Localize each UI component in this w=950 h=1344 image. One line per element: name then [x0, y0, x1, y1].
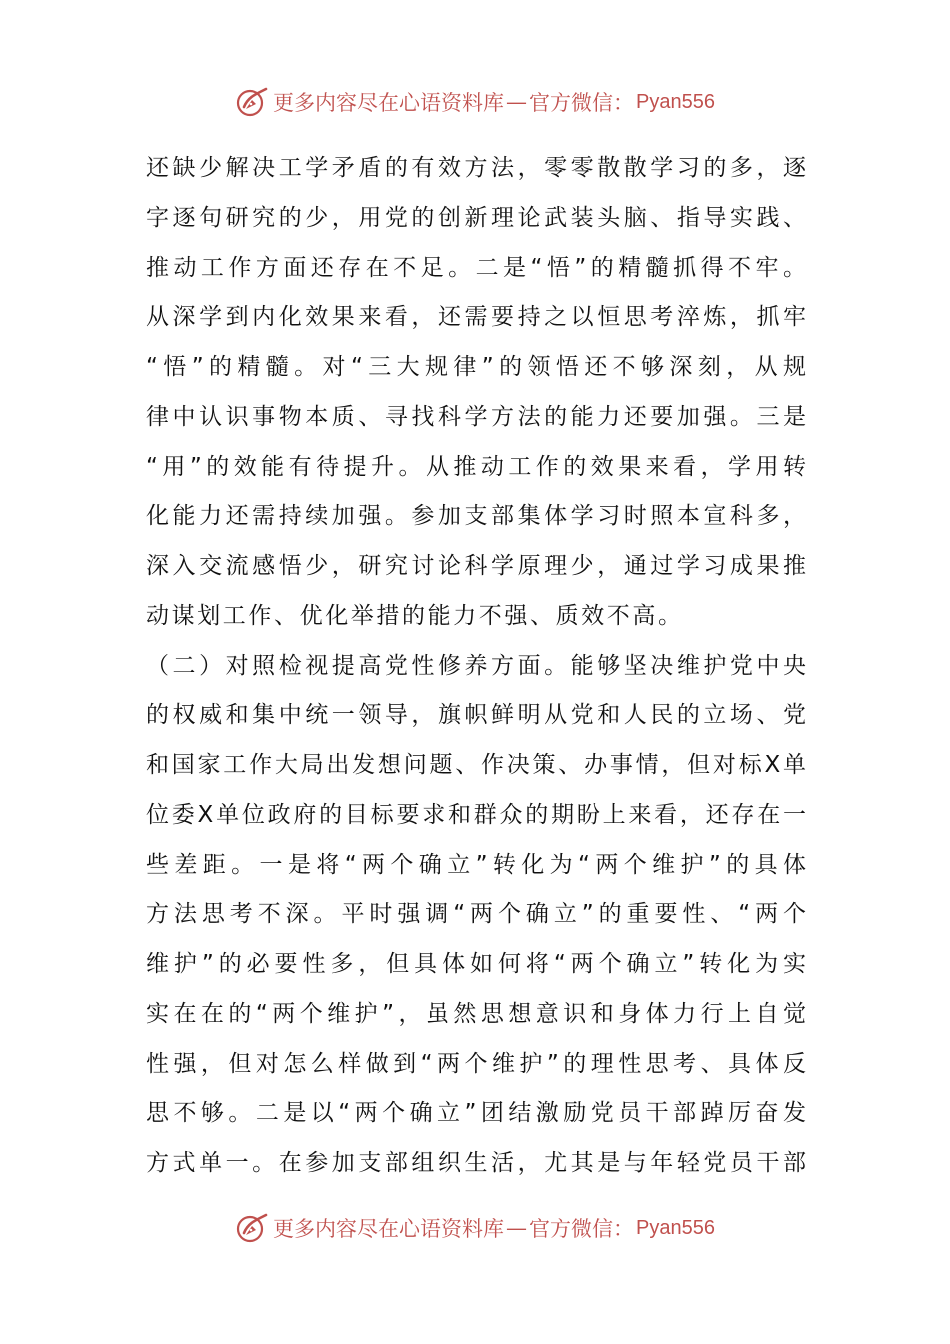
text-line: 的权威和集中统一领导，旗帜鲜明从党和人民的立场、党 [146, 702, 806, 729]
pen-logo-icon [235, 1211, 269, 1245]
text-line: 位委X单位政府的目标要求和群众的期盼上来看，还存在一 [146, 801, 806, 828]
text-line: 还缺少解决工学矛盾的有效方法，零零散散学习的多，逐 [146, 155, 806, 181]
text-line: 方式单一。在参加支部组织生活，尤其是与年轻党员干部 [146, 1150, 806, 1176]
text-line: 方法思考不深。平时强调“两个确立”的重要性、“两个 [146, 901, 806, 928]
text-line: 些差距。一是将“两个确立”转化为“两个维护”的具体 [146, 851, 806, 878]
text-line: 字逐句研究的少，用党的创新理论武装头脑、指导实践、 [146, 204, 806, 231]
text-line: 维护”的必要性多，但具体如何将“两个确立”转化为实 [146, 951, 806, 977]
banner-separator: — [506, 90, 528, 114]
document-body [146, 144, 806, 1189]
banner-text: 更多内容尽在心语资料库 [273, 91, 505, 115]
text-line: “悟”的精髓。对“三大规律”的领悟还不够深刻，从规 [146, 354, 806, 380]
banner-text: 更多内容尽在心语资料库 [273, 1217, 505, 1241]
banner-separator: — [506, 1216, 528, 1240]
wechat-label: 官方微信： [529, 1217, 635, 1241]
header-banner [0, 82, 950, 122]
text-line: 从深学到内化效果来看，还需要持之以恒思考淬炼，抓牢 [146, 304, 806, 331]
text-line: 思不够。二是以“两个确立”团结激励党员干部踔厉奋发 [146, 1100, 806, 1127]
pen-logo-icon [235, 85, 269, 119]
footer-banner [0, 1208, 950, 1248]
wechat-id: Pyan556 [636, 90, 715, 113]
wechat-label: 官方微信： [529, 91, 635, 115]
text-line: 动谋划工作、优化举措的能力不强、质效不高。 [146, 602, 684, 629]
text-line: 化能力还需持续加强。参加支部集体学习时照本宣科多， [146, 503, 806, 530]
wechat-id: Pyan556 [636, 1216, 715, 1239]
text-line: “用”的效能有待提升。从推动工作的效果来看，学用转 [146, 453, 806, 480]
text-line: 实在在的“两个维护”，虽然思想意识和身体力行上自觉 [146, 1000, 806, 1027]
text-line: 性强，但对怎么样做到“两个维护”的理性思考、具体反 [146, 1050, 806, 1077]
text-line: 律中认识事物本质、寻找科学方法的能力还要加强。三是 [146, 403, 806, 430]
text-line: 和国家工作大局出发想问题、作决策、办事情，但对标X单 [146, 752, 806, 778]
text-line: 深入交流感悟少，研究讨论科学原理少，通过学习成果推 [146, 553, 806, 579]
text-line: 推动工作方面还存在不足。二是“悟”的精髓抓得不牢。 [146, 254, 806, 281]
section-heading-line: （二）对照检视提高党性修养方面。能够坚决维护党中央 [146, 652, 806, 679]
